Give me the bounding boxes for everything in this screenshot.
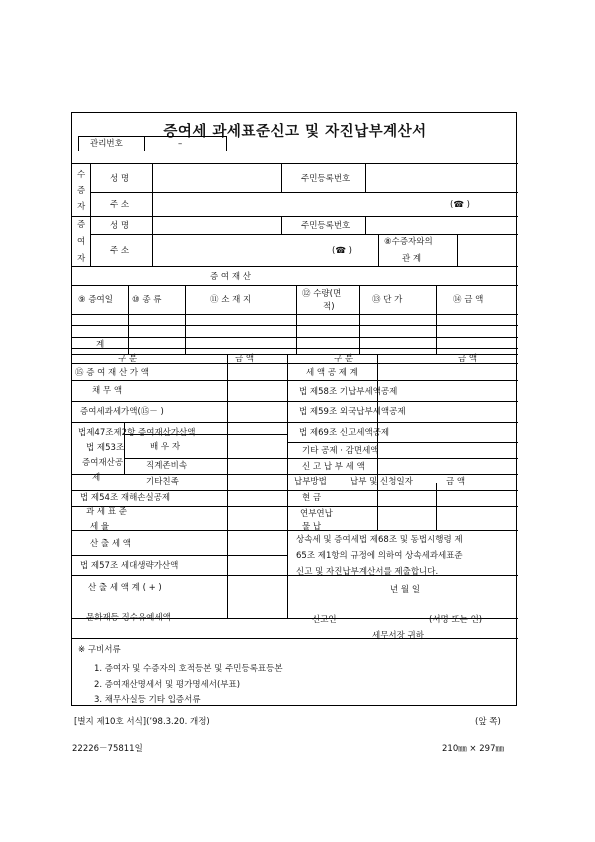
right-credit-header: 세 액 공 제 계: [306, 368, 358, 378]
declarant-label: 신고인: [312, 615, 337, 625]
donor-side-label-1: 증: [77, 220, 86, 230]
col-quantity-2: 적): [323, 302, 335, 312]
statement-line-1: 상속세 및 증여세법 제68조 및 동법시행령 제: [296, 535, 463, 545]
donor-rrn-label: 주민등록번호: [301, 221, 351, 231]
divider: [90, 192, 518, 193]
donor-side-label-3: 자: [77, 254, 86, 264]
divider: [72, 354, 518, 355]
row-other-relatives: 기타친족: [146, 477, 179, 487]
divider: [72, 638, 518, 639]
form-reference: [별지 제10호 서식](’98.3.20. 개정): [74, 717, 210, 727]
divider: [72, 337, 518, 338]
row-property-value: ⑮ 증 여 재 산 가 액: [75, 368, 149, 378]
divider: [287, 506, 518, 507]
signature-field[interactable]: (서명 또는 인): [429, 615, 483, 625]
divider: [296, 285, 297, 354]
col-quantity: ⑫ 수량(면: [302, 289, 342, 299]
divider: [124, 458, 287, 459]
management-number-label: 관리번호: [90, 139, 123, 149]
recipient-name-label: 성 명: [110, 174, 130, 184]
statement-line-2: 65조 제1항의 규정에 의하여 상속세과세표준: [296, 551, 463, 561]
col-gift-date: ⑨ 증여일: [78, 295, 113, 305]
divider: [144, 136, 145, 151]
divider: [287, 401, 518, 402]
row-art53-label-2: 증여재산공: [82, 458, 124, 468]
donor-phone-field[interactable]: (☎ ): [332, 246, 352, 256]
divider: [226, 136, 227, 151]
divider: [72, 216, 518, 217]
row-art47-addition: 법제47조제2항 증여재산가산액: [78, 428, 196, 438]
divider: [72, 575, 518, 576]
divider: [281, 216, 282, 234]
attachment-item: 1. 증여자 및 수증자의 호적등본 및 주민등록표등본: [94, 664, 283, 674]
right-art58: 법 제58조 기납부세액공제: [299, 387, 398, 397]
col-unit-price: ⑬ 단 가: [372, 295, 403, 305]
row-tax-rate: 세 율: [90, 522, 110, 532]
property-section-title: 증 여 재 산: [210, 272, 251, 282]
date-line[interactable]: 년 월 일: [390, 585, 421, 595]
recipient-address-label: 주 소: [110, 200, 130, 210]
right-header-item: 구 분: [334, 354, 354, 364]
attachment-item: 3. 채무사실등 기타 입증서류: [94, 695, 201, 705]
divider: [72, 266, 518, 267]
recipient-side-label-3: 자: [77, 202, 86, 212]
property-total-label: 계: [96, 340, 105, 350]
paper-size: 210㎜ × 297㎜: [442, 744, 504, 754]
divider: [78, 136, 226, 137]
divider: [72, 163, 518, 164]
recipient-side-label-2: 증: [77, 186, 86, 196]
divider: [287, 442, 518, 443]
divider: [287, 380, 518, 381]
donor-name-label: 성 명: [110, 221, 130, 231]
divider: [72, 325, 518, 326]
divider: [365, 216, 366, 234]
divider: [78, 136, 79, 151]
divider: [72, 363, 518, 364]
row-art57: 법 제57조 세대생략가산액: [80, 561, 179, 571]
divider: [287, 490, 518, 491]
recipient-side-label-1: 수: [77, 170, 86, 180]
col-property-type: ⑩ 종 류: [132, 295, 162, 305]
divider: [152, 163, 153, 266]
right-pay-method: 납부방법: [294, 477, 327, 487]
divider: [90, 234, 518, 235]
divider: [72, 555, 287, 556]
divider: [72, 285, 518, 286]
page-side-label: (앞 쪽): [475, 717, 501, 727]
col-location: ⑪ 소 재 지: [210, 295, 252, 305]
row-taxable-value: 증여세과세가액(⑮－ ): [80, 407, 164, 417]
divider: [287, 474, 518, 475]
row-calc-total: 산 출 세 액 계 ( + ): [88, 583, 162, 593]
right-self-payment: 신 고 납 부 세 액: [302, 462, 365, 472]
right-art59: 법 제59조 외국납부세액공제: [299, 407, 406, 417]
divider: [72, 380, 287, 381]
document-code: 22226－75811일: [72, 744, 143, 754]
tax-office-addressee: 세무서장 귀하: [372, 631, 424, 641]
attachment-item: 2. 증여재산명세서 및 평가명세서(부표): [94, 680, 241, 690]
divider: [281, 163, 282, 192]
statement-line-3: 신고 및 자진납부계산서를 제출합니다.: [296, 567, 439, 577]
divider: [378, 234, 379, 266]
row-spouse: 배 우 자: [150, 442, 181, 452]
col-amount: ⑭ 금 액: [453, 295, 484, 305]
row-art53-label-1: 법 제53조: [86, 443, 125, 453]
form-title: 증여세 과세표준신고 및 자진납부계산서: [163, 124, 427, 140]
left-header-item: 구 분: [118, 354, 138, 364]
divider: [365, 163, 366, 192]
row-debt: 채 무 액: [92, 386, 123, 396]
right-in-kind: 물 납: [302, 522, 322, 532]
divider: [287, 458, 518, 459]
row-tax-base: 과 세 표 준: [86, 507, 127, 517]
divider: [72, 474, 287, 475]
donor-address-label: 주 소: [110, 246, 130, 256]
tax-return-form: [71, 112, 517, 706]
row-calculated-tax: 산 출 세 액: [90, 539, 131, 549]
right-art69: 법 제69조 신고세액공제: [299, 428, 390, 438]
right-pay-amount: 금 액: [446, 477, 466, 487]
row-lineal: 직계존비속: [146, 461, 188, 471]
divider: [287, 422, 518, 423]
divider: [72, 490, 287, 491]
management-number-field[interactable]: –: [178, 139, 183, 149]
divider: [185, 285, 186, 354]
divider: [72, 314, 518, 315]
divider: [359, 285, 360, 354]
donor-side-label-2: 여: [77, 237, 86, 247]
left-header-amount: 금 액: [235, 354, 255, 364]
right-installment: 연부연납: [300, 509, 333, 519]
divider: [287, 530, 518, 531]
recipient-phone-field[interactable]: (☎ ): [450, 200, 470, 210]
row-art54: 법 제54조 재해손실공제: [80, 493, 171, 503]
divider: [457, 234, 458, 266]
divider: [72, 348, 518, 349]
relation-label-2: 관 계: [402, 254, 422, 264]
right-cash: 현 금: [302, 493, 322, 503]
row-cultural-deferral: 문화재등 징수유예세액: [86, 613, 171, 623]
recipient-rrn-label: 주민등록번호: [301, 174, 351, 184]
right-other-credit: 기타 공제 · 감면세액: [302, 446, 379, 456]
attachments-header: ※ 구비서류: [78, 645, 121, 655]
divider: [128, 285, 129, 354]
row-art53-label-3: 제: [92, 473, 101, 483]
divider: [72, 422, 287, 423]
divider: [287, 354, 288, 618]
divider: [72, 401, 287, 402]
relation-label: ⑧수증자와의: [384, 237, 433, 247]
divider: [436, 285, 437, 354]
divider: [90, 163, 91, 266]
divider: [227, 354, 228, 618]
right-header-amount: 금 액: [458, 354, 478, 364]
right-pay-date: 납부 및 신청일자: [350, 477, 413, 487]
